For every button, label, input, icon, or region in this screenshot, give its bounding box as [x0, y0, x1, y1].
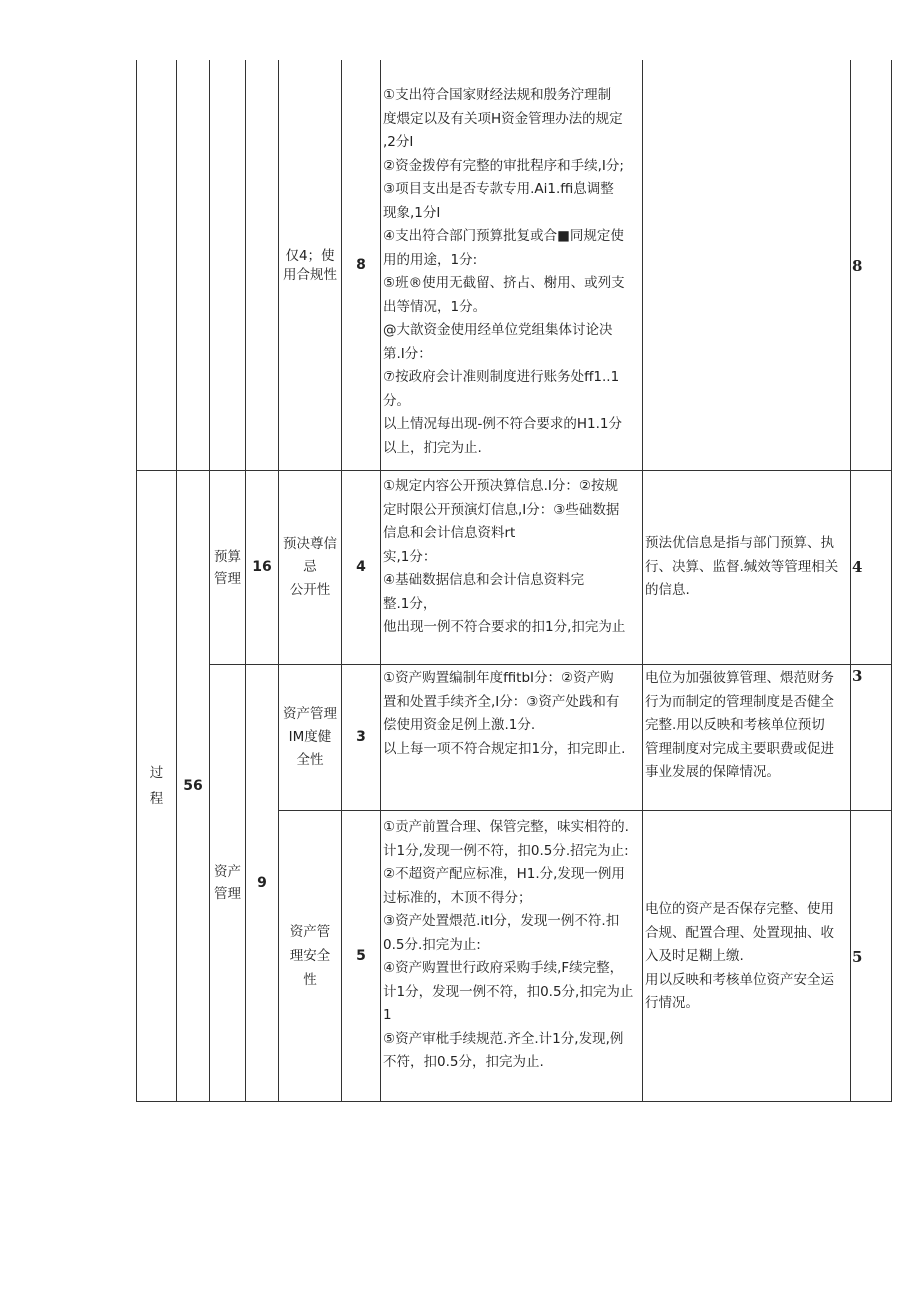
subcategory-name-line: 管理 [214, 570, 241, 587]
criteria-line: 不符，扣0.5分，扣完为止. [383, 1054, 544, 1070]
explanation-line: 行情况。 [645, 995, 699, 1011]
subcategory-cell [210, 471, 245, 664]
explanation-line: 管理制度对完成主要职费或促进 [645, 740, 834, 757]
criteria-line: 计1分,发现一例不符，扣0.5分.招完为止: [383, 842, 629, 859]
explanation-cell [643, 898, 850, 1023]
indicator-name-line: 用合规性 [283, 266, 337, 283]
subcategory-weight-cell [246, 665, 278, 1101]
explanation-line: 行、决算、监督.缄效等管理相关 [645, 558, 839, 575]
criteria-line: ①规定内容公开预决算信息.I分：②按规 [383, 478, 618, 494]
criteria-line: ①支出符合国家财经法规和殷务泞理制 [383, 87, 612, 103]
criteria-line: ④资产购置世行政府采购手续,F续完整， [383, 960, 624, 976]
indicator-weight: 8 [356, 257, 366, 273]
criteria-cell [381, 667, 642, 767]
indicator-name-cell [279, 471, 341, 664]
category-name-line: 程 [149, 791, 164, 807]
score-value: 4 [852, 557, 863, 576]
criteria-line: 第.I分： [383, 345, 432, 362]
indicator-name-line: 预决尊信 [283, 536, 337, 552]
indicator-name-cell [279, 61, 341, 470]
criteria-line: 以上每一项不符合规定扣1分，扣完即止. [383, 740, 626, 757]
score-value: 8 [852, 256, 863, 275]
criteria-line: 以上，扪完为止. [383, 439, 482, 456]
indicator-weight-cell [342, 665, 380, 810]
indicator-weight: 3 [356, 729, 366, 745]
criteria-line: 用的用途，1分: [383, 251, 478, 268]
criteria-line: 他出现一例不符合要求的扣1分,扣完为止 [383, 619, 626, 635]
criteria-line: 信息和会计信息资料rt [383, 525, 516, 541]
category-cell [137, 471, 176, 1101]
score-cell [851, 946, 892, 968]
category-weight: 56 [183, 777, 203, 794]
criteria-cell [381, 84, 642, 470]
explanation-line: 入及时足糊上缴. [645, 948, 744, 964]
criteria-line: 分。 [383, 392, 410, 409]
score-value: 5 [852, 947, 863, 966]
grid-line [136, 1101, 892, 1102]
subcategory-name-line: 预算 [214, 548, 241, 565]
criteria-cell [381, 816, 642, 1086]
score-value: 3 [852, 666, 863, 685]
indicator-weight-cell [342, 811, 380, 1101]
criteria-line: ④支出符合部门预算批复或合■同规定使 [383, 228, 624, 244]
criteria-line: ⑤班®使用无截留、挤占、榭用、或列支 [383, 275, 625, 291]
criteria-line: ③资产处置煨范.itI分，发现一例不符.扣 [383, 913, 620, 929]
explanation-line: 用以反映和考核单位资产安全运 [645, 971, 834, 988]
criteria-line: ,2分I [383, 134, 414, 150]
criteria-line: 现象,1分I [383, 204, 441, 221]
explanation-line: 电位为加强彼算管理、煨范财务 [645, 670, 834, 686]
criteria-line: 定时限公开预演灯信息,I分：③些础数据 [383, 501, 620, 518]
subcategory-weight-cell [246, 471, 278, 664]
criteria-line: 度煨定以及有关项H资金管理办法的规定 [383, 110, 623, 127]
indicator-name-line: 忌 [303, 559, 317, 575]
explanation-line: 预法优信息是指与部门预算、执 [645, 535, 834, 552]
indicator-name-line: 性 [303, 972, 317, 988]
indicator-weight-cell [342, 471, 380, 664]
criteria-line: ②资金拨停有完整的审批程序和手续,I分; [383, 157, 624, 174]
score-cell [851, 665, 892, 687]
indicator-name-line: IM度健 [288, 729, 332, 745]
criteria-line: 0.5分.扣完为止: [383, 936, 481, 953]
criteria-line: 偿使用资金足例上激.1分. [383, 717, 536, 733]
indicator-name-line: 理安全 [289, 948, 331, 964]
criteria-line: 实,1分： [383, 548, 437, 565]
indicator-weight-cell [342, 61, 380, 470]
explanation-line: 合规、配置合理、处置现抽、收 [645, 924, 834, 941]
explanation-line: 事业发展的保障情况。 [645, 764, 780, 780]
explanation-cell [643, 471, 850, 664]
criteria-cell [381, 475, 642, 645]
criteria-line: ③项目支出是否专款专用.Ai1.ffi息调整 [383, 181, 614, 197]
criteria-line: 计1分，发现一例不符，扣0.5分,扣完为止 [383, 983, 634, 1000]
score-cell [851, 556, 892, 578]
criteria-line: 出等情况，1分。 [383, 298, 487, 315]
criteria-line: 1 [383, 1007, 392, 1023]
criteria-line: 整.1分， [383, 595, 437, 612]
explanation-line: 完整.用以反映和考核单位预切 [645, 717, 825, 733]
indicator-name-line: 资产管 [289, 924, 331, 940]
criteria-line: 过标准的，木顶不得分； [383, 889, 532, 906]
indicator-name-line: 全性 [296, 752, 324, 768]
criteria-line: 置和处置手续齐全,I分：③资产处践和有 [383, 693, 620, 710]
explanation-line: 行为而制定的管理制度是否健全 [645, 693, 834, 710]
score-cell [851, 255, 892, 277]
subcategory-weight: 9 [257, 874, 267, 891]
indicator-weight: 4 [356, 559, 366, 575]
category-weight-cell [177, 471, 209, 1101]
criteria-line: ①资产购置编制年度ffitbI分：②资产购 [383, 670, 614, 686]
indicator-name-cell [279, 665, 341, 810]
criteria-line: ⑦按政府会计准则制度进行账务处ff1..1 [383, 369, 620, 385]
explanation-line: 电位的资产是否保存完整、使用 [645, 901, 834, 917]
indicator-weight: 5 [356, 947, 366, 964]
subcategory-weight: 16 [252, 559, 272, 575]
criteria-line: ②不超资产配应标准，H1.分,发现一例用 [383, 866, 625, 882]
criteria-line: ④基础数据信息和会计信息资料完 [383, 572, 585, 588]
subcategory-name-line: 管理 [214, 886, 241, 902]
criteria-line: ⑤资产审枇手续规范.齐全.计1分,发现,例 [383, 1030, 624, 1047]
criteria-line: @大歆资金使用经单位党组集体讨论决 [383, 322, 613, 338]
subcategory-cell [210, 665, 245, 1101]
indicator-name-line: 资产管理 [283, 706, 337, 722]
indicator-name-cell [279, 811, 341, 1101]
category-name-line: 过 [149, 765, 164, 781]
explanation-line: 的信息. [645, 582, 690, 599]
subcategory-name-line: 资产 [214, 864, 241, 880]
indicator-name-line: 公开性 [289, 582, 331, 598]
indicator-name-line: 仅4；使 [285, 247, 335, 264]
explanation-cell [643, 667, 850, 792]
criteria-line: ①贡产前置合理、保管完整，味实相符的. [383, 819, 629, 835]
criteria-line: 以上情况每出现-例不符合要求的H1.1分 [383, 416, 622, 432]
